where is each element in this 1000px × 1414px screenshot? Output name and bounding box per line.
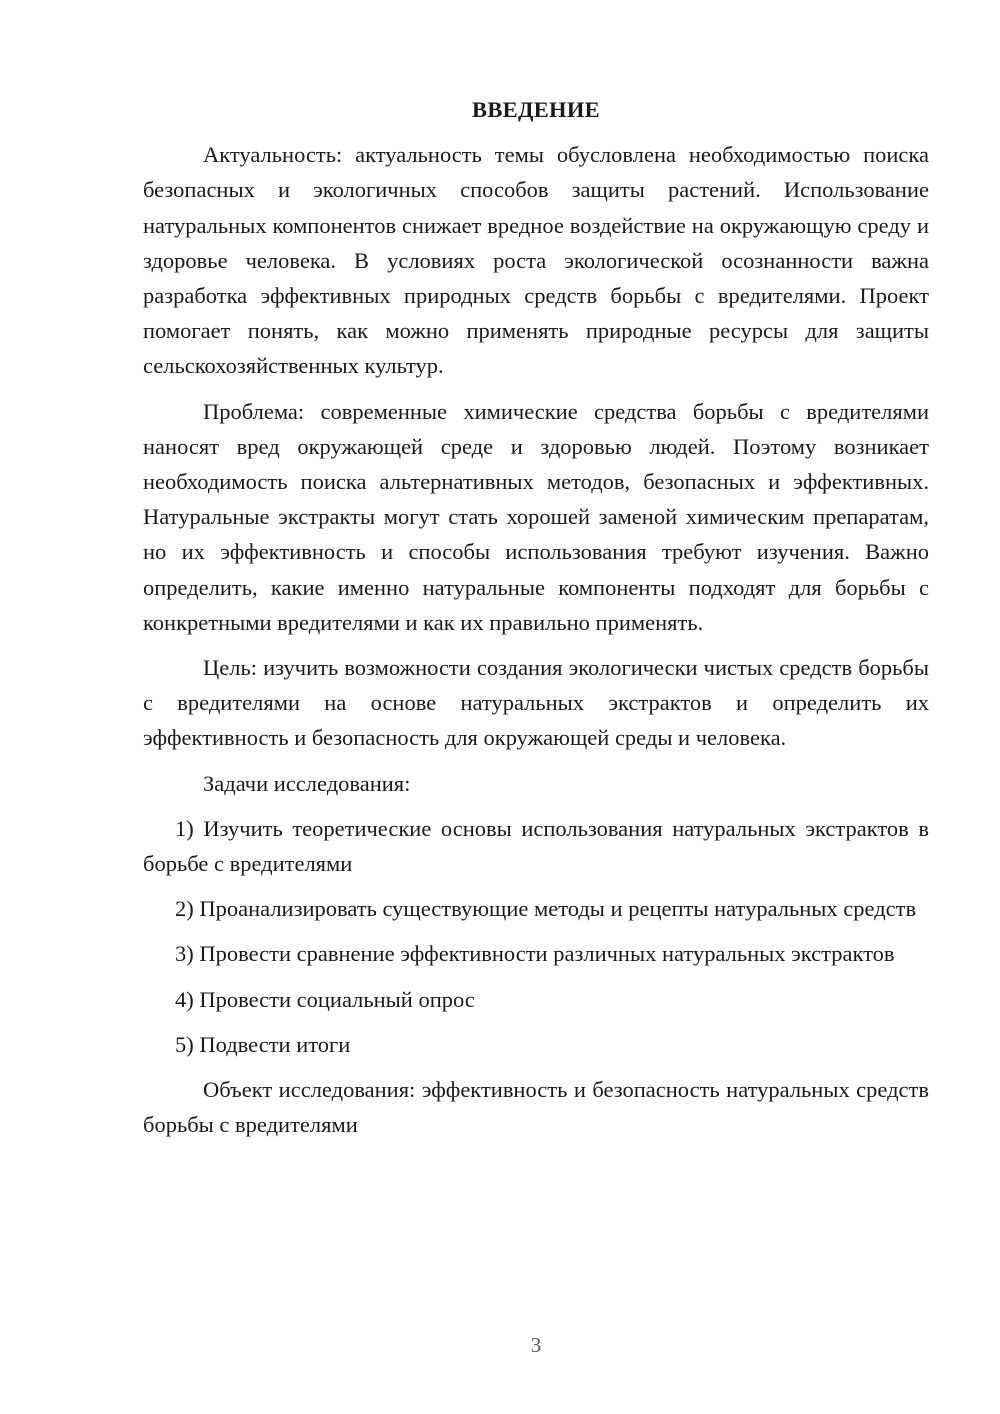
relevance-paragraph: Актуальность: актуальность темы обусловлена необходимостью поиска безопасных и экологичных способов защиты растений. Использование натуральных компонентов снижает вредное воздействие на окружающую среду и здоровье человека. В условиях роста экологической осознанности важна разработка эффективных природных средств борьбы с вредителями. Проект помогает понять, как можно применять природные ресурсы для защиты сельскохозяйственных культур. (143, 142, 929, 379)
task-item: 3) Провести сравнение эффективности различных натуральных экстрактов (175, 941, 895, 967)
goal-paragraph: Цель: изучить возможности создания экологически чистых средств борьбы с вредителями на основе натуральных экстрактов и определить их эффективность и безопасность для окружающей среды и человека. (143, 655, 929, 751)
page-number: 3 (530, 1333, 542, 1357)
document-page (143, 92, 929, 1152)
problem-paragraph: Проблема: современные химические средства борьбы с вредителями наносят вред окружающей среде и здоровью людей. Поэтому возникает необходимость поиска альтернативных методов, безопасных и эффективных. Натуральные экстракты могут стать хорошей заменой химическим препаратам, но их эффективность и способы использования требуют изучения. Важно определить, какие именно натуральные компоненты подходят для борьбы с конкретными вредителями и как их правильно применять. (143, 398, 929, 635)
object-paragraph: Объект исследования: эффективность и безопасность натуральных средств борьбы с вредителями (143, 1077, 929, 1138)
task-item: 2) Проанализировать существующие методы и рецепты натуральных средств (175, 896, 917, 922)
task-item: 4) Провести социальный опрос (175, 986, 475, 1012)
task-item: 5) Подвести итоги (175, 1031, 351, 1057)
task-item: 1) Изучить теоретические основы использования натуральных экстрактов в борьбе с вредителями (143, 815, 929, 877)
section-title: ВВЕДЕНИЕ (472, 97, 600, 122)
tasks-heading: Задачи исследования: (203, 770, 411, 796)
